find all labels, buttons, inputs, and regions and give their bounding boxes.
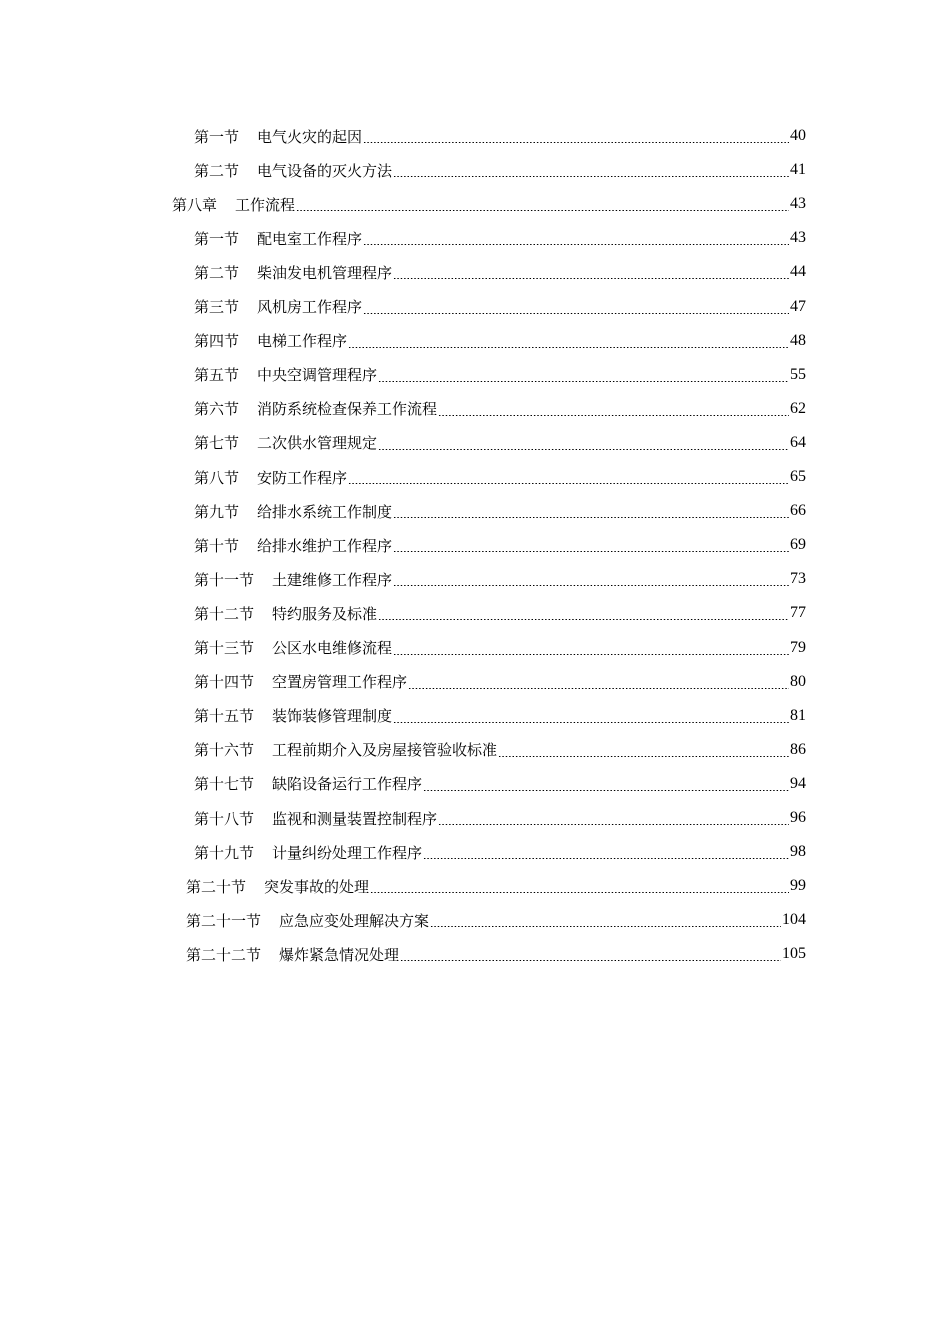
toc-dot-leader	[393, 631, 789, 665]
toc-page-number: 86	[790, 740, 806, 758]
toc-entry-label: 第十二节	[194, 604, 255, 623]
toc-entry-title: 二次供水管理规定	[257, 434, 378, 453]
toc-entry-title: 给排水维护工作程序	[257, 536, 393, 555]
toc-section-entry[interactable]	[194, 426, 806, 460]
toc-entry-title: 装饰装修管理制度	[272, 707, 393, 726]
toc-section-entry[interactable]	[194, 324, 806, 358]
toc-page-number: 98	[790, 843, 806, 861]
toc-entry-title: 消防系统检查保养工作流程	[257, 400, 438, 419]
toc-entry-label: 第八节	[194, 468, 240, 487]
toc-dot-leader	[423, 767, 789, 801]
toc-page-number: 104	[782, 911, 806, 929]
toc-entry-label: 第十一节	[194, 570, 255, 589]
toc-dot-leader	[363, 221, 789, 255]
toc-entry-label: 第十九节	[194, 843, 255, 862]
toc-entry-title: 土建维修工作程序	[272, 570, 393, 589]
toc-entry-title: 公区水电维修流程	[272, 639, 393, 657]
toc-page-number: 79	[790, 638, 806, 656]
toc-section-entry[interactable]	[194, 733, 806, 767]
toc-section-entry[interactable]	[194, 494, 806, 528]
toc-entry-label: 第二十一节	[186, 911, 262, 930]
toc-entry-title: 电气火灾的起因	[257, 127, 363, 146]
toc-dot-leader	[430, 903, 781, 937]
toc-dot-leader	[408, 665, 789, 699]
toc-section-entry[interactable]	[194, 153, 806, 187]
toc-section-entry[interactable]	[194, 596, 806, 630]
toc-dot-leader	[370, 869, 789, 903]
toc-entry-label: 第二十二节	[186, 945, 262, 964]
toc-entry-title: 电气设备的灭火方法	[257, 161, 393, 180]
toc-page-number: 62	[790, 399, 806, 417]
toc-section-entry[interactable]	[194, 631, 806, 665]
toc-dot-leader	[393, 153, 789, 187]
toc-dot-leader	[378, 596, 789, 630]
toc-section-entry[interactable]	[194, 460, 806, 494]
toc-section-entry[interactable]	[194, 119, 806, 153]
toc-entry-label: 第十四节	[194, 673, 255, 692]
toc-section-entry[interactable]	[194, 358, 806, 392]
toc-dot-leader	[363, 119, 789, 153]
toc-page-number: 65	[790, 468, 806, 485]
toc-page-number: 66	[790, 502, 806, 520]
toc-dot-leader	[348, 324, 789, 358]
toc-page-number: 99	[790, 877, 806, 895]
toc-section-entry[interactable]	[194, 221, 806, 255]
toc-entry-label: 第十七节	[194, 775, 255, 794]
toc-page-number: 64	[790, 433, 806, 451]
toc-page-number: 44	[790, 263, 806, 281]
toc-entry-label: 第一节	[194, 229, 240, 248]
toc-section-entry[interactable]	[186, 903, 806, 937]
toc-entry-title: 中央空调管理程序	[257, 366, 378, 385]
toc-entry-title: 计量纠纷处理工作程序	[272, 843, 423, 862]
toc-entry-label: 第十五节	[194, 707, 255, 726]
toc-section-entry[interactable]	[194, 767, 806, 801]
toc-entry-label: 第七节	[194, 434, 240, 453]
toc-entry-title: 柴油发电机管理程序	[257, 263, 393, 282]
toc-entry-label: 第十八节	[194, 809, 255, 828]
toc-section-entry[interactable]	[194, 835, 806, 869]
toc-section-entry[interactable]	[194, 255, 806, 289]
toc-entry-title: 空置房管理工作程序	[272, 673, 408, 692]
toc-section-entry[interactable]	[194, 528, 806, 562]
toc-page-number: 96	[790, 809, 806, 826]
toc-dot-leader	[438, 801, 789, 835]
toc-page-number: 94	[790, 774, 806, 792]
toc-entry-label: 第十节	[194, 536, 240, 555]
toc-dot-leader	[393, 562, 789, 596]
toc-dot-leader	[296, 187, 789, 221]
toc-entry-title: 安防工作程序	[257, 468, 348, 487]
toc-page-number: 73	[790, 570, 806, 588]
toc-section-entry[interactable]	[194, 801, 806, 835]
toc-dot-leader	[423, 835, 789, 869]
toc-entry-title: 监视和测量装置控制程序	[272, 809, 438, 828]
toc-page-number: 105	[782, 945, 806, 963]
toc-page-number: 41	[790, 161, 806, 179]
toc-page-number: 81	[790, 706, 806, 724]
toc-dot-leader	[498, 733, 789, 767]
toc-page-number: 43	[790, 195, 806, 213]
toc-entry-label: 第五节	[194, 366, 240, 385]
toc-entry-label: 第三节	[194, 298, 240, 316]
toc-page-number: 43	[790, 229, 806, 247]
toc-section-entry[interactable]	[186, 937, 806, 971]
toc-section-entry[interactable]	[194, 562, 806, 596]
toc-entry-label: 第一节	[194, 127, 240, 146]
toc-dot-leader	[438, 392, 789, 426]
toc-section-entry[interactable]	[186, 869, 806, 903]
toc-entry-label: 第二节	[194, 263, 240, 282]
toc-page-number: 77	[790, 604, 806, 622]
toc-entry-title: 缺陷设备运行工作程序	[272, 775, 423, 794]
toc-page-number: 69	[790, 536, 806, 554]
toc-page-number: 48	[790, 331, 806, 349]
toc-dot-leader	[393, 255, 789, 289]
toc-entry-label: 第六节	[194, 400, 240, 419]
toc-entry-label: 第二节	[194, 161, 240, 180]
toc-entry-title: 电梯工作程序	[257, 332, 348, 351]
toc-dot-leader	[393, 699, 789, 733]
toc-entry-title: 配电室工作程序	[257, 229, 363, 248]
toc-entry-label: 第四节	[194, 332, 240, 351]
toc-entry-label: 第十三节	[194, 639, 255, 657]
toc-section-entry[interactable]	[194, 392, 806, 426]
toc-entry-label: 第八章	[172, 195, 218, 214]
toc-entry-label: 第九节	[194, 502, 240, 521]
toc-entry-title: 给排水系统工作制度	[257, 502, 393, 521]
toc-entry-label: 第十六节	[194, 741, 255, 760]
toc-entry-title: 工作流程	[235, 195, 296, 214]
toc-entry-label: 第二十节	[186, 877, 247, 896]
toc-section-entry[interactable]	[194, 665, 806, 699]
toc-dot-leader	[378, 426, 789, 460]
toc-entry-title: 爆炸紧急情况处理	[279, 945, 400, 964]
toc-entry-title: 风机房工作程序	[257, 298, 363, 316]
toc-entry-title: 工程前期介入及房屋接管验收标准	[272, 741, 498, 760]
toc-chapter-entry[interactable]	[172, 187, 806, 221]
toc-page-number: 40	[790, 127, 806, 144]
toc-dot-leader	[363, 290, 789, 324]
toc-section-entry[interactable]	[194, 290, 806, 324]
toc-section-entry[interactable]	[194, 699, 806, 733]
toc-dot-leader	[348, 460, 789, 494]
toc-entry-title: 突发事故的处理	[264, 877, 370, 896]
toc-dot-leader	[378, 358, 789, 392]
toc-entry-title: 应急应变处理解决方案	[279, 911, 430, 930]
toc-dot-leader	[400, 937, 781, 971]
toc-dot-leader	[393, 494, 789, 528]
toc-page-number: 47	[790, 297, 806, 315]
toc-entry-title: 特约服务及标准	[272, 604, 378, 623]
toc-page-number: 80	[790, 672, 806, 690]
toc-page-number: 55	[790, 365, 806, 383]
toc-dot-leader	[393, 528, 789, 562]
